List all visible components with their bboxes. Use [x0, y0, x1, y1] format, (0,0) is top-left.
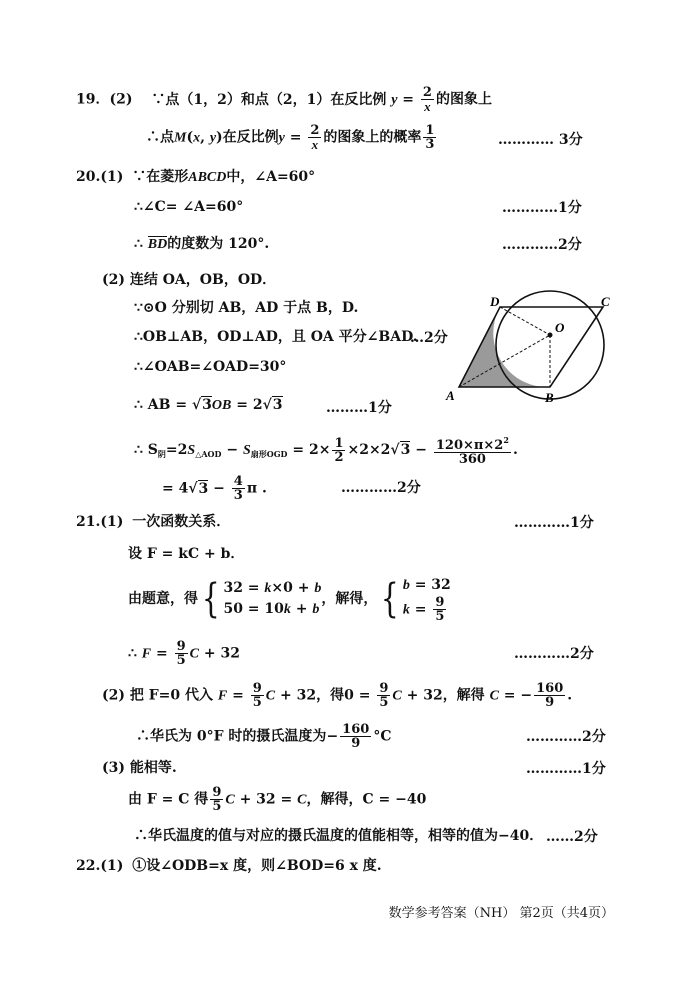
q20-p7: ∴∠OAB=∠OAD=30° [134, 359, 287, 375]
q19-text2-tail: 的图象上的概率 [323, 129, 422, 146]
label-d: D [490, 294, 500, 309]
page-footer: 数学参考答案（NH） 第2页（共4页） [388, 906, 614, 921]
q20-p10: = 4√3 − $\frac{4}{3}$ π . [162, 474, 267, 503]
q19-text1: ∵点（1，2）和点（2，1）在反比例 [151, 91, 387, 108]
q21-p4: ∴ F = $\frac{9}{5}$ C + 32 [128, 639, 240, 668]
q22-number: 22.(1) [76, 858, 124, 874]
label-a: A [446, 388, 455, 403]
q21-p8: 由 F = C 得 $\frac{9}{5}$ C + 32 = C，解得，C = −40 [128, 785, 427, 814]
q20-line1: 20.(1) ∵在菱形ABCD中，∠A=60° [76, 169, 316, 185]
q20-p5: ∵⊙O 分别切 AB，AD 于点 B，D. [134, 300, 359, 316]
q21-p3-pre: 由题意，得 [128, 591, 198, 607]
q20-p8-pre: ∴ AB = [134, 397, 188, 413]
q21-p7-score: …………1分 [526, 761, 606, 777]
q21-p4-score: …………2分 [514, 646, 594, 662]
q20-p3-pre: ∴ [134, 236, 148, 252]
q21-p8-pre: 由 F = C 得 [128, 791, 209, 808]
q20-p1: ∵在菱形 [132, 169, 189, 185]
q21-p3: 由题意，得{ 32 = k×0 + b 50 = 10k + b ，解得，{ b = 32 k = $\frac{9}{5}$ [128, 576, 451, 624]
q19-line2: ∴点M(x, y)在反比例y = $\frac{2}{x}$ 的图象上的概率 $\frac{1}{3}$ [146, 123, 435, 152]
q19-text2-mid: 在反比例 [222, 129, 279, 146]
q21-number: 21.(1) [76, 514, 124, 530]
q20-p6-score: …2分 [410, 330, 448, 346]
q20-p2-score: …………1分 [502, 200, 582, 216]
q20-number: 20.(1) [76, 169, 124, 185]
q20-p9-pre: ∴ S [134, 442, 158, 458]
q22-p1: ①设∠ODB=x 度，则∠BOD=6 x 度. [132, 858, 382, 874]
q21-p7: (3) 能相等. [102, 760, 177, 776]
q21-p3-mid: ，解得， [321, 591, 378, 607]
q20-p2: ∴∠C= ∠A=60° [134, 199, 244, 215]
label-b: B [545, 390, 554, 405]
q21-line1 [76, 512, 230, 532]
q20-p4: (2) 连结 OA，OB，OD． [102, 272, 277, 288]
q21-p9: ∴华氏温度的值与对应的摄氏温度的值能相等，相等的值为−40． [134, 828, 544, 844]
q20-p8-score: ………1分 [326, 400, 392, 416]
q20-p10-score: …………2分 [341, 480, 421, 496]
q21-p6-score: …………2分 [526, 729, 606, 745]
q20-p9: ∴ $S_阴=2S_{\triangle AOD} - S_{扇形OGD} = 2\times$ $\frac{1}{2}$ ×2×2√3 − $\frac{120\times\pi\times 2^2}{360}$ . [134, 435, 518, 467]
q21-p8-tail: ，解得，C = −40 [306, 791, 427, 808]
q21-p1-score: …………1分 [514, 515, 594, 531]
q20-p6: ∴OB⊥AB，OD⊥AD，且 OA 平分∠BAD. [134, 329, 418, 345]
q19-number: 19．(2) [76, 91, 133, 108]
q21-p5: (2) 把 F=0 代入 F = $\frac{9}{5}$ C + 32，得0 = $\frac{9}{5}$ C + 32，解得 C = − $\frac{160}{9}$ . [102, 681, 573, 710]
q21-p9-score: ……2分 [546, 829, 598, 845]
q22-line1 [76, 856, 382, 876]
q19-text2: ∴点 [146, 129, 174, 146]
q20-p3-score: …………2分 [502, 237, 582, 253]
q20-p1-mid: 中，∠A=60° [226, 169, 316, 185]
label-o: O [555, 320, 565, 335]
q21-p6: ∴华氏为 0°F 时的摄氏温度为− $\frac{160}{9}$ °C [136, 722, 392, 751]
q19-line1: 19．(2) ∵点（1，2）和点（2，1）在反比例 y = $\frac{2}{x}$ 的图象上 [76, 85, 492, 114]
label-c: C [601, 294, 610, 309]
q20-p3-tail: 的度数为 120°. [167, 236, 270, 252]
q19-score: ………… 3分 [498, 132, 583, 148]
q21-p6-unit: °C [373, 728, 392, 745]
rhombus-circle-figure [438, 290, 616, 406]
q19-text1-tail: 的图象上 [435, 91, 492, 108]
q21-p1: 一次函数关系． [132, 514, 231, 530]
q21-p2: 设 F = kC + b． [128, 546, 245, 562]
q21-p5-mid: ，得 [316, 687, 345, 704]
q21-p5-tail: ，解得 [442, 687, 485, 704]
q20-p3: ∴ BD的度数为 120°. [134, 236, 270, 252]
q20-p8: ∴ AB = √3OB = 2√3 [134, 397, 283, 413]
q21-p6-text: ∴华氏为 0°F 时的摄氏温度为 [136, 728, 327, 745]
center-point [548, 333, 553, 338]
q21-p5-pre: (2) 把 F=0 代入 [102, 687, 214, 704]
